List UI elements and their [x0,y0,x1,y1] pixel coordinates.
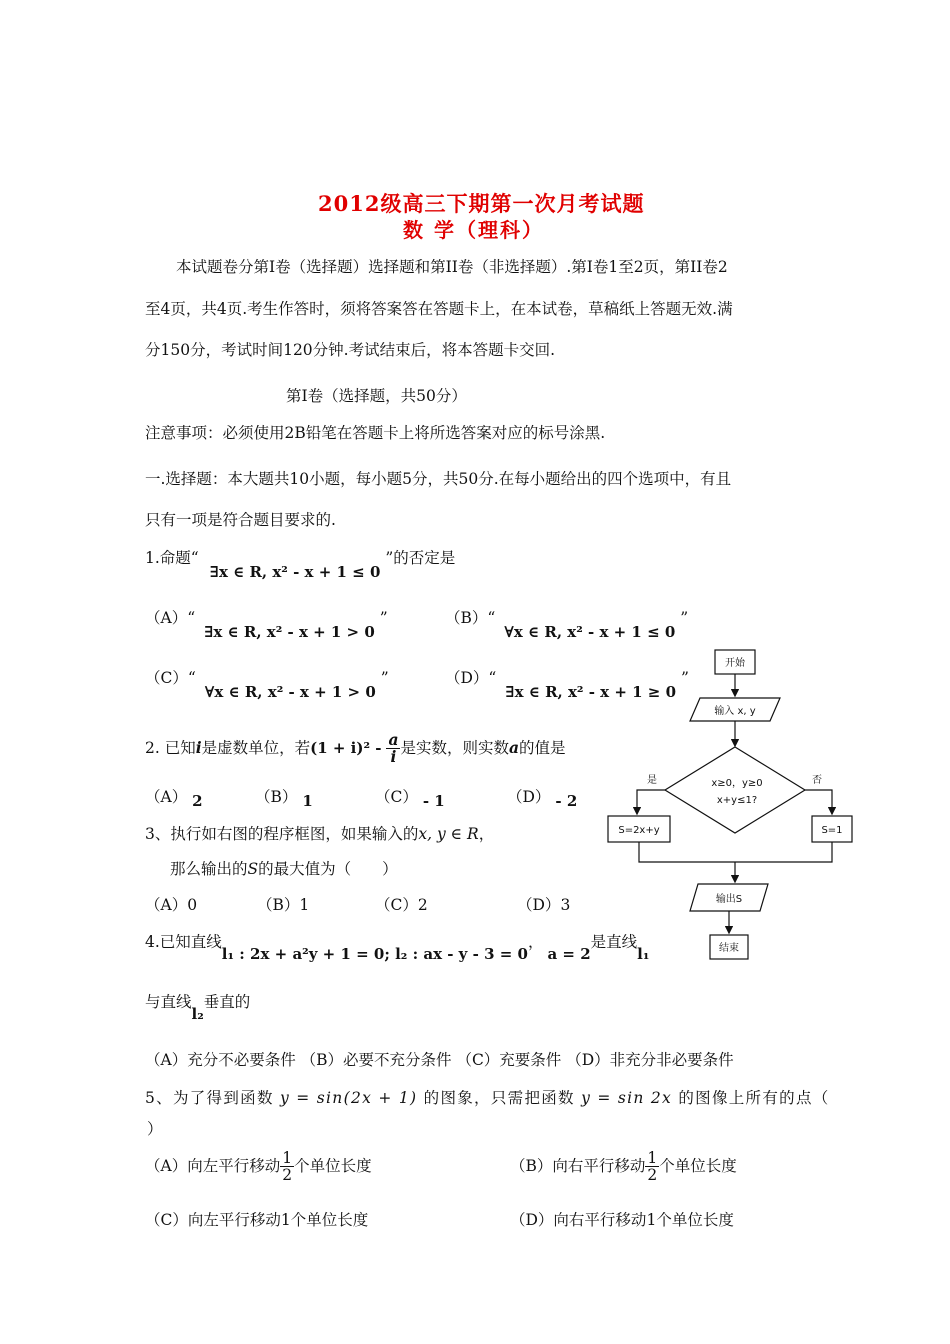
q5-suffix: 的图像上所有的点（ [678,1089,830,1107]
q2-mid: 是虚数单位，若 [201,738,311,757]
fraction-denominator: i [390,747,397,767]
option-value: 2 [417,896,428,914]
q2-a: a [509,737,520,757]
option-value: 1 [280,1211,291,1229]
flowchart-input-label: 输入 x, y [714,706,756,717]
flowchart-decision-diamond [665,747,805,833]
q2-prefix: 2. 已知 [145,738,196,757]
q5-option-d [510,1208,734,1230]
option-label: （A）“ [145,609,196,627]
q5-option-c [145,1208,368,1230]
intro-line-3: 分150分，考试时间120分钟.考试结束后，将本答题卡交回. [145,341,556,359]
q5-close-paren: ） [147,1120,163,1138]
fraction-denominator: 2 [282,1166,293,1185]
part1-heading: 第I卷（选择题，共50分） [286,387,467,405]
q1-option-b [445,606,689,641]
option-value: - 2 [555,792,578,810]
flowchart-arrow [637,790,665,813]
question-4-line-2 [145,990,251,1023]
option-label: （D） [517,896,561,914]
section-instruction-1: 一.选择题：本大题共10小题，每小题5分，共50分.在每小题给出的四个选项中，有且 [145,470,732,488]
option-label: （C） [375,788,418,806]
fraction-numerator: 1 [282,1149,293,1167]
option-value: 2 [192,792,203,810]
q1-option-c [145,666,389,701]
q3-option-a [145,893,197,915]
flowchart-start-label: 开始 [725,658,745,669]
q4-line2-prefix: 与直线 [145,993,192,1011]
notice: 注意事项：必须使用2B铅笔在答题卡上将所选答案对应的标号涂黑. [145,424,606,442]
option-close: ” [680,669,689,687]
q2-option-b [255,785,313,810]
fraction-denominator: 2 [647,1166,658,1185]
option-label: （D）向右平行移动 [510,1211,647,1229]
exam-subtitle: 数 学（理科） [403,218,544,242]
q3-suffix: ， [478,825,495,843]
flowchart-decision-line-2: x+y≤1? [716,795,758,806]
flowchart-decision-line-1: x≥0，y≥0 [711,778,763,789]
q2-suffix: 的值是 [519,738,566,757]
q3-prefix: 3、执行如右图的程序框图，如果输入的 [145,825,419,843]
option-label: （A）向左平行移动 [145,1156,281,1175]
q5-mid: 的图象，只需把函数 [423,1089,575,1107]
fraction-numerator: 1 [647,1149,658,1167]
q4-l1: l₁ [637,945,650,963]
option-label: （D） [507,788,551,806]
q3-line2-prefix: 那么输出的 [170,860,248,878]
q1-option-a [145,606,388,641]
section-instruction-2: 只有一项是符合题目要求的. [145,511,336,529]
option-value: 0 [187,896,198,914]
q3-expression: x, y ∈ R [418,825,479,843]
q1-suffix: ”的否定是 [385,549,456,567]
q2-option-d [507,785,578,810]
exam-title: 2012级高三下期第一次月考试题 [318,191,645,216]
q2-fraction [386,732,400,766]
option-close: ” [379,609,388,627]
flowchart-output-label: 输出S [715,894,743,905]
flowchart-arrow [805,790,832,813]
q2-i: i [195,737,202,757]
option-unit: 个单位长度 [656,1211,734,1229]
q5-option-a [145,1150,372,1184]
q5-expression-1: y = sin(2x + 1) [280,1089,418,1107]
option-close: ” [380,669,389,687]
q3-line2-suffix: 的最大值为（ ） [258,860,398,878]
option-value: 1 [299,896,310,914]
option-label: （C）向左平行移动 [145,1211,281,1229]
option-label: （C） [375,896,418,914]
option-value: 1 [302,792,313,810]
flowchart-merge-line [639,842,832,862]
option-label: （A） [145,896,188,914]
q4-condition: a = 2 [547,945,591,963]
flowchart-yes-label: 是 [647,775,657,786]
q4-line2-suffix: 垂直的 [203,993,251,1011]
option-fraction [645,1150,659,1184]
question-1 [145,546,456,581]
question-3-line-2 [170,857,398,879]
option-unit: 个单位长度 [659,1156,737,1175]
q1-expression: ∃x ∈ R, x² - x + 1 ≤ 0 [209,563,381,581]
question-4-line-1 [145,930,650,963]
q2-expression: (1 + i)² - [310,738,382,757]
q4-options: （A）充分不必要条件 （B）必要不充分条件 （C）充要条件 （D）非充分非必要条件 [145,1051,734,1069]
option-value: 3 [560,896,571,914]
q5-option-b [510,1150,737,1184]
option-close: ” [680,609,689,627]
option-fraction [280,1150,294,1184]
option-value: 1 [646,1211,657,1229]
option-label: （B） [257,896,300,914]
option-expression: ∀x ∈ R, x² - x + 1 ≤ 0 [504,623,676,641]
option-unit: 个单位长度 [290,1211,369,1229]
q3-option-c [375,893,428,915]
question-3-line-1 [145,822,494,844]
option-expression: ∀x ∈ R, x² - x + 1 > 0 [204,683,376,701]
option-expression: ∃x ∈ R, x² - x + 1 ≥ 0 [505,683,677,701]
question-2 [145,732,566,766]
option-label: （B）向右平行移动 [510,1156,646,1175]
q2-option-c [375,785,445,810]
option-label: （B） [255,788,298,806]
q4-l2: l₂ [191,1005,204,1023]
fraction-numerator: a [388,730,399,749]
q4-comma: ， [527,933,544,951]
flowchart-yes-box-label: S=2x+y [618,825,660,836]
q2-option-a [145,785,203,810]
option-label: （B）“ [445,609,496,627]
option-value: - 1 [422,792,445,810]
q3-option-b [257,893,309,915]
program-flowchart [600,645,860,970]
intro-line-2: 至4页，共4页.考生作答时，须将答案答在答题卡上，在本试卷，草稿纸上答题无效.满 [145,300,733,318]
option-unit: 个单位长度 [294,1156,372,1175]
flowchart-no-label: 否 [812,775,822,786]
flowchart-no-box-label: S=1 [821,825,843,836]
q3-var-s: S [247,860,259,878]
flowchart-end-label: 结束 [719,943,739,954]
q5-prefix: 5、为了得到函数 [145,1089,274,1107]
intro-line-1: 本试题卷分第I卷（选择题）选择题和第II卷（非选择题）.第I卷1至2页，第II卷2 [176,258,728,276]
option-label: （A） [145,788,188,806]
q4-prefix: 4.已知直线 [145,933,222,951]
q1-prefix: 1.命题“ [145,549,199,567]
option-label: （D）“ [445,669,497,687]
q4-expression: l₁ : 2x + a²y + 1 = 0; l₂ : ax - y - 3 = 0 [221,945,528,963]
q2-mid2: 是实数，则实数 [400,738,509,757]
option-label: （C）“ [145,669,196,687]
q3-option-d [517,893,570,915]
q4-mid: 是直线 [590,933,638,951]
option-expression: ∃x ∈ R, x² - x + 1 > 0 [204,623,375,641]
q5-expression-2: y = sin 2x [581,1089,673,1107]
question-5 [145,1086,830,1108]
